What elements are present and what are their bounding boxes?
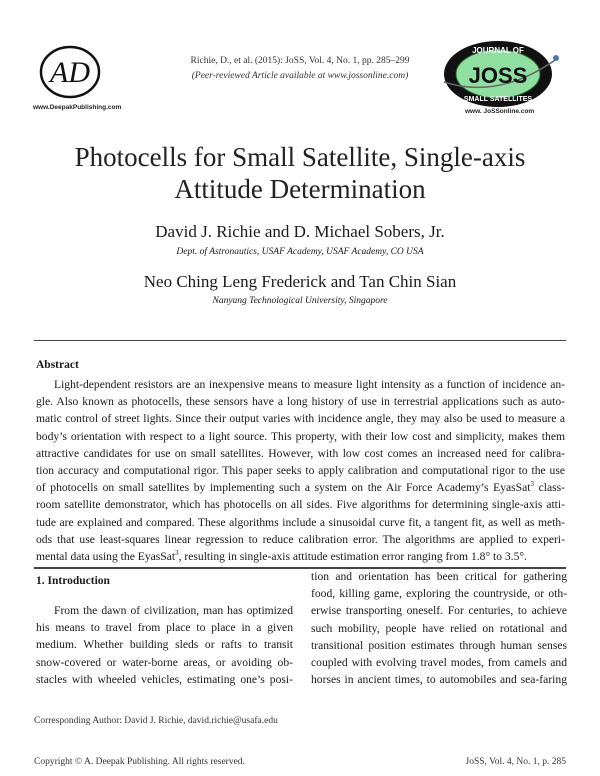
intro-line: his means to travel from place to place in a given (36, 621, 293, 635)
authors-group-2: Neo Ching Leng Frederick and Tan Chin Sian (143, 272, 457, 291)
joss-url[interactable]: www. JoSSonline.com (465, 108, 535, 115)
abstract-line: room satellite demonstrator, which has photocells on all sides. Five algorithms for determining single-axis atti- (36, 498, 565, 512)
abstract-line: Light-dependent resistors are an inexpensive means to measure light intensity as a function of incidence an- (54, 378, 565, 391)
availability-note: (Peer-reviewed Article available at www.jossonline.com) (191, 71, 409, 81)
introduction-heading: 1. Introduction (36, 575, 110, 587)
abstract-line: matic control of street lights. Since their output varies with incidence angle, they may also be used to measure a (36, 412, 565, 426)
paper-title-line-1: Photocells for Small Satellite, Single-axis (74, 142, 526, 172)
deepak-publishing-url[interactable]: www.DeepakPublishing.com (33, 104, 122, 111)
introduction-left-column (36, 602, 293, 688)
abstract-line: attractive candidates for use on small satellites. However, with low cost comes an increased need for calibra- (36, 446, 565, 460)
corresponding-author: Corresponding Author: David J. Richie, david.richie@usafa.edu (34, 716, 278, 726)
intro-line: stacles with wheeled vehicles, estimating one’s posi- (36, 672, 293, 686)
intro-line: horses in ancient times, to automobiles and sea-faring (311, 673, 567, 687)
intro-line: such mobility, people have relied on rotational and (311, 621, 567, 635)
intro-line: snow-covered or water-borne areas, or avoiding ob- (36, 655, 293, 669)
joss-logo (440, 38, 565, 108)
citation: Richie, D., et al. (2015): JoSS, Vol. 4, No. 1, pp. 285–299 (190, 56, 410, 66)
intro-line: erwise transporting oneself. For centuries, to achieve (311, 604, 567, 618)
abstract-line: body’s orientation with respect to a light source. This property, with their low cost and simplicity, makes them (36, 429, 565, 443)
svg-text:JOSS: JOSS (468, 63, 528, 88)
divider-top (34, 340, 566, 341)
page-reference: JoSS, Vol. 4, No. 1, p. 285 (465, 757, 566, 767)
intro-line: tion and orientation has been critical for gathering (311, 570, 567, 583)
abstract-line: ods that use least-squares linear regression to reduce calibration error. The algorithms are applied to experi- (36, 532, 565, 546)
affiliation-1: Dept. of Astronautics, USAF Academy, USAF Academy, CO USA (176, 247, 424, 257)
intro-line: From the dawn of civilization, man has optimized (54, 604, 293, 617)
abstract-body (36, 376, 565, 565)
introduction-right-column (311, 568, 567, 688)
intro-line: medium. Whether building sleds or rafts to transit (36, 638, 293, 652)
authors-group-1: David J. Richie and D. Michael Sobers, Jr. (155, 222, 445, 241)
paper-title-line-2: Attitude Determination (174, 174, 426, 204)
copyright: Copyright © A. Deepak Publishing. All rights reserved. (34, 757, 245, 767)
intro-line: food, killing game, exploring the countryside, or oth- (311, 587, 567, 601)
intro-line: coupled with evolving travel modes, from camels and (311, 655, 567, 669)
abstract-line: mental data using the EyasSat$^3$, resulting in single-axis attitude estimation error ranging from 1.8° to 3.5°. (36, 549, 527, 563)
abstract-line: gle. Also known as photocells, these sensors have a long history of use in terrestrial applications such as auto- (36, 395, 565, 409)
affiliation-2: Nanyang Technological University, Singapore (212, 296, 388, 306)
svg-text:JOURNAL OF: JOURNAL OF (472, 46, 524, 55)
abstract-line: of photocells on small satellites by implementing such a system on the Air Force Academy’s EyasSat$^3$ class- (36, 480, 566, 495)
intro-line: transitional position estimates through human senses (311, 638, 567, 652)
abstract-line: tude are explained and compared. These algorithms include a sinusoidal curve fit, a tangent fit, as well as meth- (36, 515, 565, 529)
abstract-heading: Abstract (36, 359, 79, 371)
svg-text:AD: AD (50, 56, 90, 89)
svg-text:SMALL SATELLITES: SMALL SATELLITES (463, 96, 533, 103)
abstract-line: tion accuracy and computational rigor. This paper seeks to apply calibration and computational rigor to the use (36, 463, 565, 477)
